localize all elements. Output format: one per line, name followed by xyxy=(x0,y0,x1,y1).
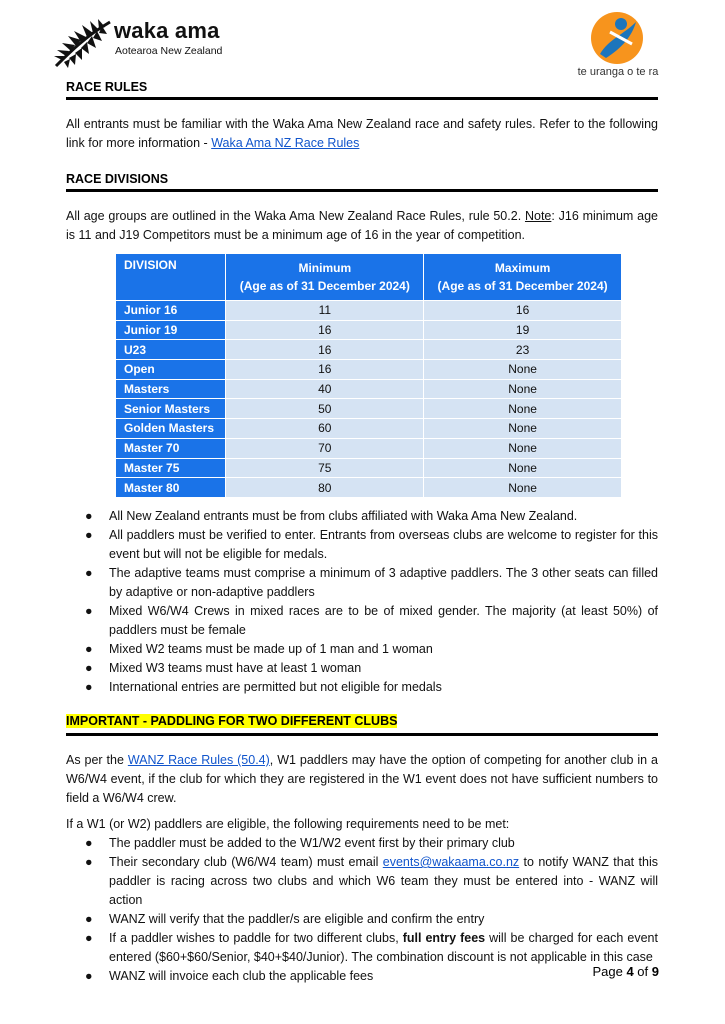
race-divisions-heading: RACE DIVISIONS xyxy=(66,172,169,186)
brand-name: waka ama xyxy=(114,18,220,43)
note-label: Note xyxy=(524,209,552,223)
list-item: ● WANZ will verify that the paddler/s are eligible and confirm the entry xyxy=(66,910,658,929)
bullet-icon: ● xyxy=(85,661,93,675)
table-row xyxy=(116,300,622,320)
min-age: 16 xyxy=(226,359,424,379)
bullet-icon: ● xyxy=(85,836,93,850)
te-uranga-logo xyxy=(566,10,670,82)
bullet-icon: ● xyxy=(85,912,93,926)
list-item: ● Their secondary club (W6/W4 team) must email events@wakaama.co.nz to notify WANZ that this paddler is racing across two clubs and which W6 team they must be entered into - WANZ will action xyxy=(85,855,658,907)
division-name: Junior 16 xyxy=(116,300,226,320)
table-row xyxy=(116,477,622,497)
list-item: ● The adaptive teams must comprise a minimum of 3 adaptive paddlers. The 3 other seats can filled by adaptive or non-adaptive paddlers xyxy=(85,566,658,599)
divisions-table xyxy=(116,254,622,497)
division-name: Open xyxy=(116,359,226,379)
race-rules-paragraph xyxy=(66,115,658,153)
events-email-link[interactable]: events@wakaama.co.nz xyxy=(382,855,520,869)
min-age: 75 xyxy=(226,458,424,478)
minimum-column-header: Minimum (Age as of 31 December 2024) xyxy=(226,254,424,300)
table-row xyxy=(116,379,622,399)
division-name: Golden Masters xyxy=(116,418,226,438)
list-item: ● Mixed W3 teams must have at least 1 woman xyxy=(66,659,658,678)
min-age: 60 xyxy=(226,418,424,438)
wanz-race-rules-link[interactable]: WANZ Race Rules (50.4) xyxy=(127,753,270,767)
important-paragraph: As per the WANZ Race Rules (50.4), W1 paddlers may have the option of competing for another club in a W6/W4 event, if the club for which they are registered in the W1 event does not have sufficient numbers to field a W6/W4 crew. xyxy=(66,753,659,805)
bullet-icon: ● xyxy=(85,528,93,542)
division-rules-list xyxy=(66,507,658,697)
section-divider xyxy=(66,97,658,100)
table-row xyxy=(116,418,622,438)
division-name: Master 75 xyxy=(116,458,226,478)
max-age: None xyxy=(424,458,622,478)
max-age: None xyxy=(424,438,622,458)
max-age: 23 xyxy=(424,339,622,359)
list-item: ● International entries are permitted but not eligible for medals xyxy=(66,678,658,697)
table-row xyxy=(116,398,622,418)
bullet-icon: ● xyxy=(85,855,93,869)
fern-icon xyxy=(52,18,114,68)
paddler-circle-icon xyxy=(588,10,646,66)
intro-text-2: : J16 minimum age is 11 and J19 Competitors must be a minimum age of 16 in the year of competition. xyxy=(66,209,658,242)
table-header-row xyxy=(116,254,622,300)
max-age: 19 xyxy=(424,320,622,340)
max-age: None xyxy=(424,398,622,418)
division-name: Masters xyxy=(116,379,226,399)
table-row xyxy=(116,458,622,478)
maximum-column-header: Maximum (Age as of 31 December 2024) xyxy=(424,254,622,300)
list-item: ● Mixed W2 teams must be made up of 1 man and 1 woman xyxy=(66,640,658,659)
list-item: ● WANZ will invoice each club the applicable fees xyxy=(66,967,658,986)
requirements-list xyxy=(66,834,658,986)
max-age: 16 xyxy=(424,300,622,320)
max-age: None xyxy=(424,359,622,379)
intro-text: All age groups are outlined in the Waka Ama New Zealand Race Rules, rule 50.2. xyxy=(66,209,525,223)
list-item: ● All New Zealand entrants must be from clubs affiliated with Waka Ama New Zealand. xyxy=(66,507,658,526)
waka-ama-logo xyxy=(52,14,232,70)
table-row xyxy=(116,339,622,359)
min-age: 80 xyxy=(226,477,424,497)
table-row xyxy=(116,320,622,340)
bullet-icon: ● xyxy=(85,509,93,523)
full-entry-fees: full entry fees xyxy=(402,931,486,945)
min-age: 50 xyxy=(226,398,424,418)
table-row xyxy=(116,438,622,458)
race-rules-heading: RACE RULES xyxy=(66,80,148,94)
list-item: ● The paddler must be added to the W1/W2 event first by their primary club xyxy=(66,834,658,853)
eligibility-intro: If a W1 (or W2) paddlers are eligible, the following requirements need to be met: xyxy=(66,817,510,831)
brand-subtitle: Aotearoa New Zealand xyxy=(115,45,223,57)
max-age: None xyxy=(424,418,622,438)
list-item: ● All paddlers must be verified to enter. Entrants from overseas clubs are welcome to register for this event but will not be eligible for medals. xyxy=(85,528,658,561)
race-divisions-intro xyxy=(66,207,658,245)
division-name: U23 xyxy=(116,339,226,359)
partner-tagline: te uranga o te ra xyxy=(577,66,659,78)
race-rules-link[interactable]: Waka Ama NZ Race Rules xyxy=(211,136,360,150)
max-age: None xyxy=(424,477,622,497)
bullet-icon: ● xyxy=(85,931,93,945)
min-age: 70 xyxy=(226,438,424,458)
min-age: 40 xyxy=(226,379,424,399)
bullet-icon: ● xyxy=(85,604,93,618)
division-column-header: DIVISION xyxy=(116,254,226,300)
bullet-icon: ● xyxy=(85,642,93,656)
division-name: Junior 19 xyxy=(116,320,226,340)
list-item: ● If a paddler wishes to paddle for two different clubs, full entry fees will be charged for each event entered ($60+$60/Senior, $40+$40/Junior). The combination discount is not applicable in this case xyxy=(85,931,658,964)
bullet-icon: ● xyxy=(85,566,93,580)
max-age: None xyxy=(424,379,622,399)
min-age: 11 xyxy=(226,300,424,320)
race-rules-text: All entrants must be familiar with the Waka Ama New Zealand race and safety rules. Refer to the following link for more information - xyxy=(66,117,658,150)
division-name: Senior Masters xyxy=(116,398,226,418)
section-divider xyxy=(66,189,658,192)
table-row xyxy=(116,359,622,379)
section-divider xyxy=(66,733,658,736)
min-age: 16 xyxy=(226,339,424,359)
page-number: Page 4 of 9 xyxy=(592,964,659,979)
bullet-icon: ● xyxy=(85,969,93,983)
min-age: 16 xyxy=(226,320,424,340)
division-name: Master 80 xyxy=(116,477,226,497)
bullet-icon: ● xyxy=(85,680,93,694)
important-heading: IMPORTANT - PADDLING FOR TWO DIFFERENT CLUBS xyxy=(66,714,398,728)
division-name: Master 70 xyxy=(116,438,226,458)
list-item: ● Mixed W6/W4 Crews in mixed races are to be of mixed gender. The majority (at least 50%) of paddlers must be female xyxy=(85,604,658,637)
